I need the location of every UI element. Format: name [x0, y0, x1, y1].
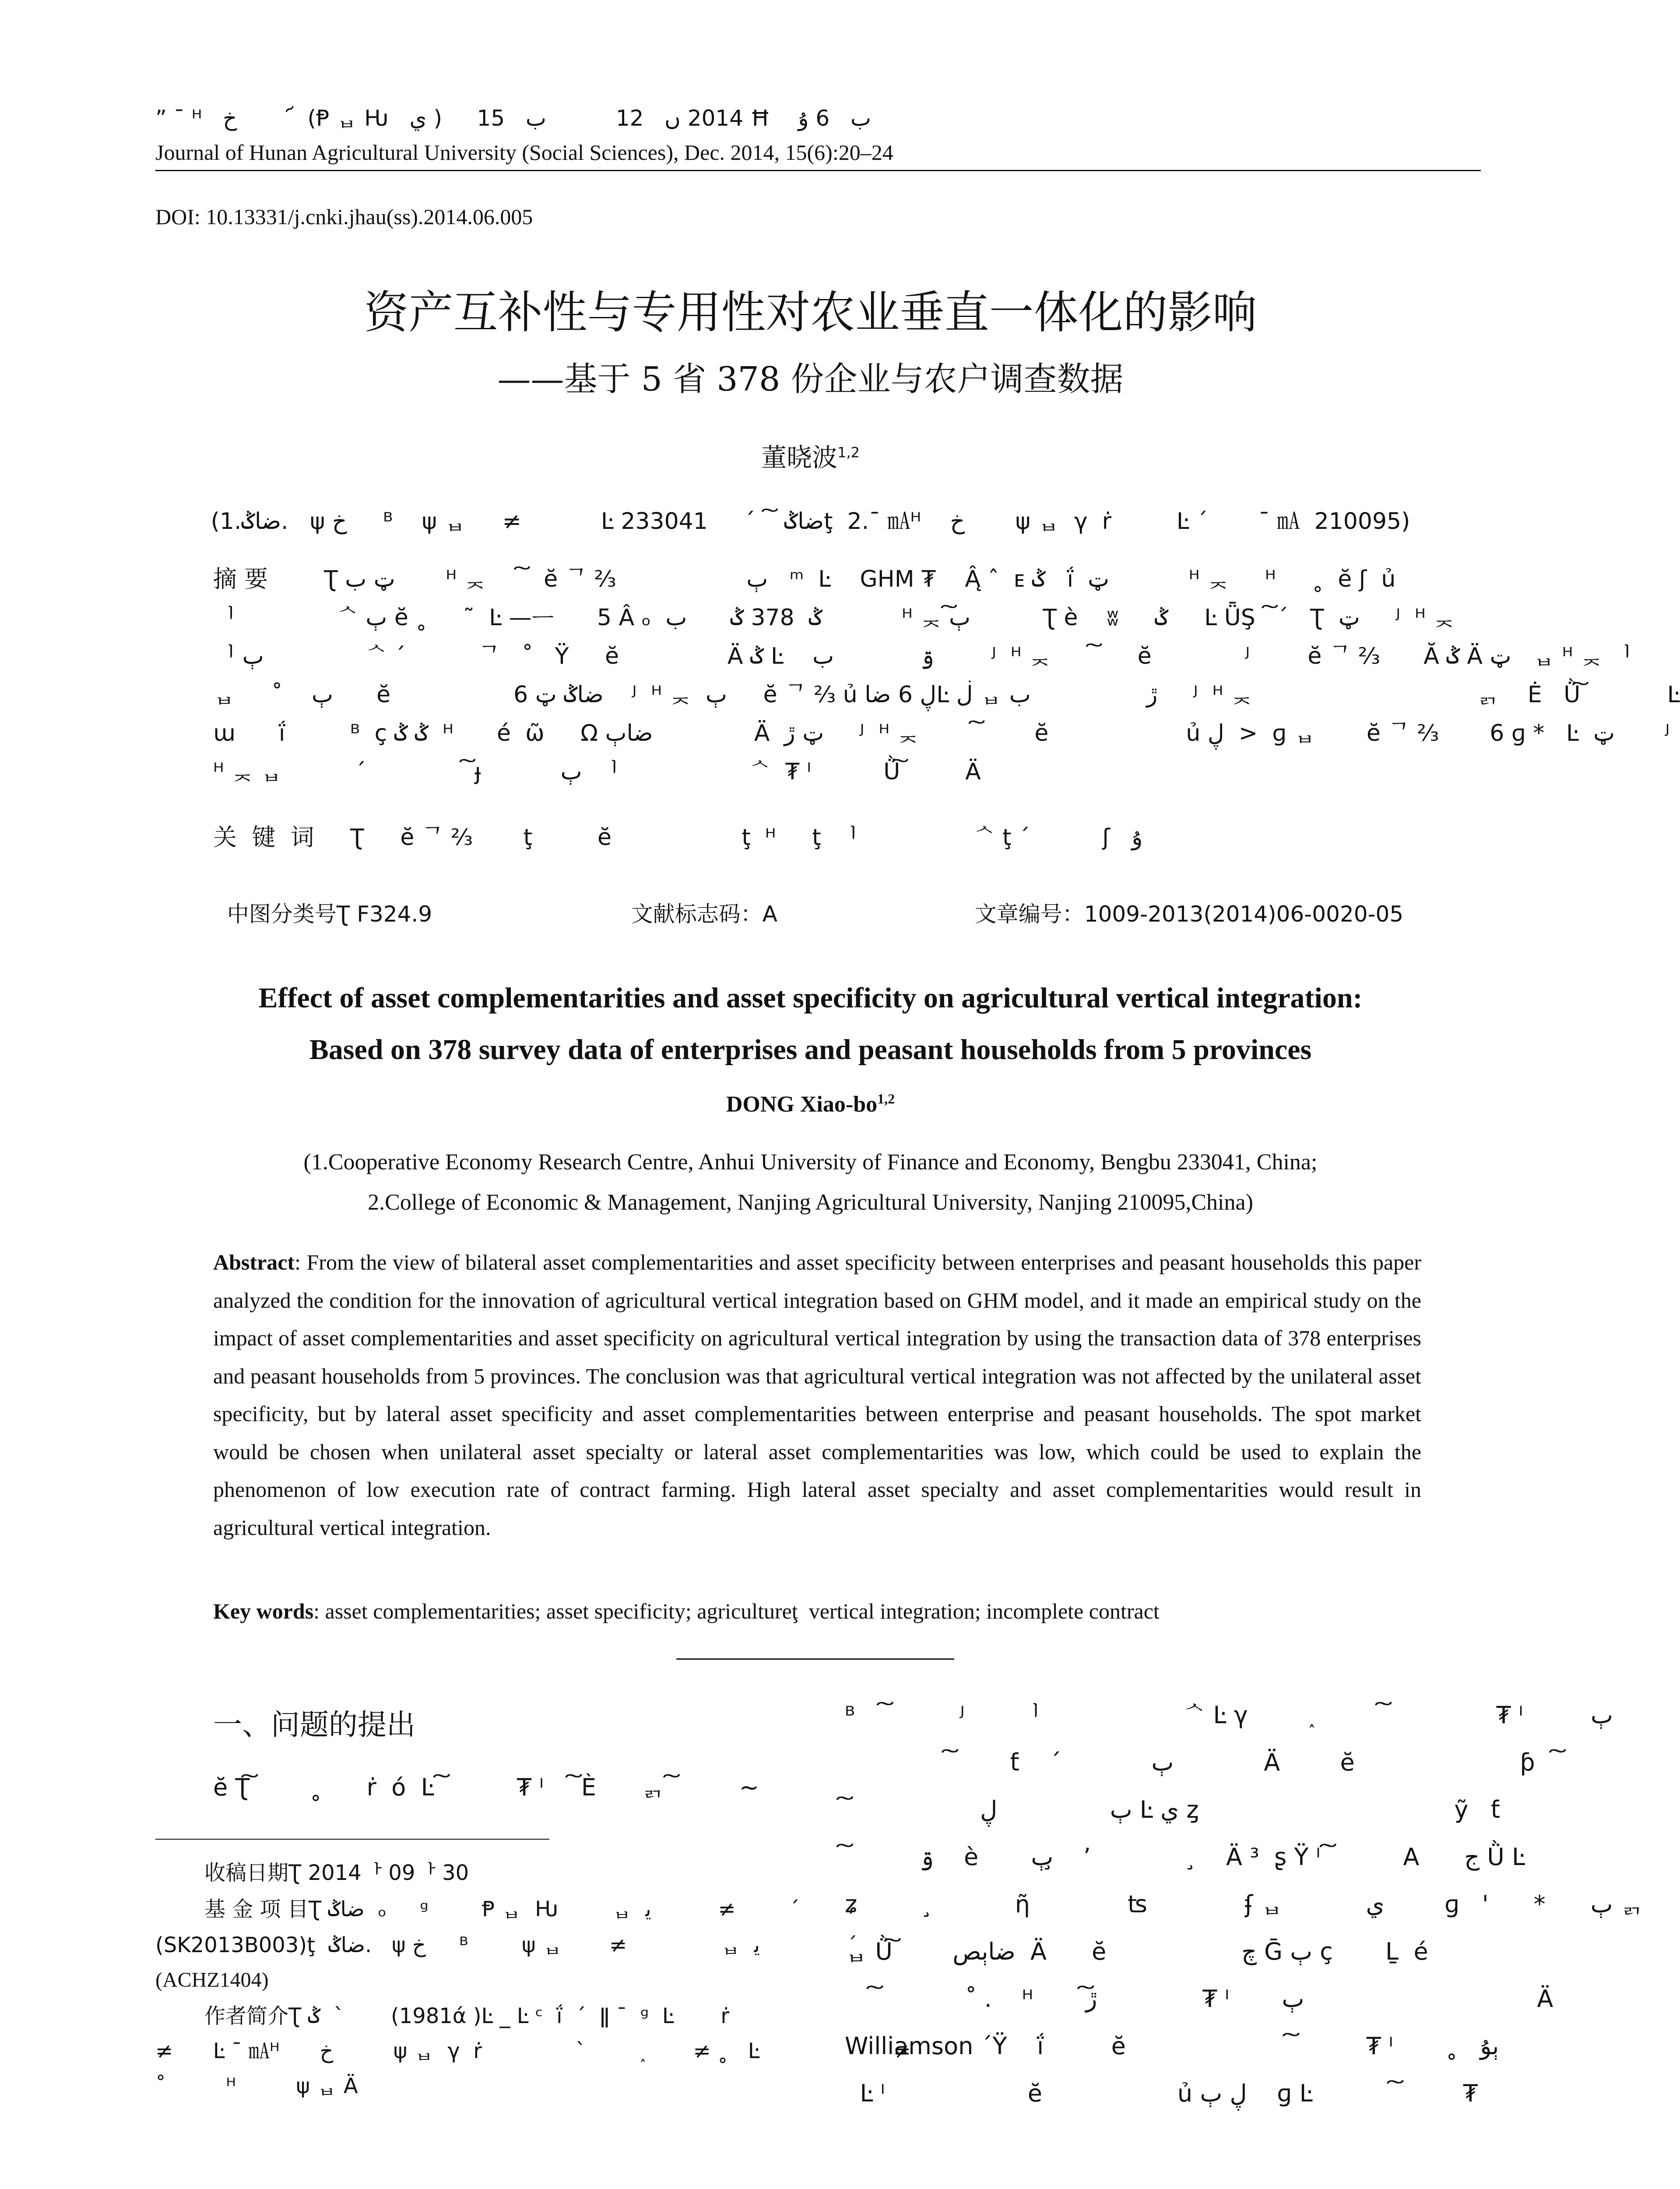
title-en-line: Based on 378 survey data of enterprises and peasant households from 5 provinces [309, 1034, 1312, 1066]
affiliation-en-line: (1.Cooperative Economy Research Centre, Anhui University of Finance and Economy, Bengbu 233041, China; [303, 1150, 1318, 1175]
doc-label: 文献标志码： [631, 901, 763, 927]
footnote-fund: 基 金 项 目Ʈ ضاݣ ₒ ᵍ Ᵽ ᆸ Ƕ ᆸ ﯾ ≠ ˊ [204, 1897, 800, 1922]
subtitle-cn: ——基于 5 省 378 份企业与农户调查数据 [497, 359, 1124, 398]
abstract-cn-label: 摘 要 [213, 565, 268, 593]
keywords-cn-label: 关 键 词 [213, 824, 314, 851]
section-first-line: ĕ Ʈ͠ ˳ ṙ ó Ŀ ͠ ₮ ᴵ ͠ È ᆰ ͠ ~ [213, 1774, 759, 1801]
abstract-en-label: Abstract [213, 1250, 295, 1274]
author-en-sup: 1,2 [877, 1091, 895, 1107]
footnote-fund: (SK2013B003)ţ ضاݣ. ψ خ ᴮ ψ ᆸ ≠ ᆸ ﯾ ˊ [155, 1933, 858, 1957]
affiliation-en-line: 2.College of Economic & Management, Nanjing Agricultural University, Nanjing 210095,China) [368, 1190, 1253, 1215]
footnote-author: 作者简介Ʈ ݣ ˋ (1981ά )Ŀ _ Ŀ ᶜ ḯ ´ ǁ ¯ ᵍ Ŀ ṙ [204, 2004, 730, 2028]
title-en-line: Effect of asset complementarities and asset specificity on agricultural vertical integration: [258, 982, 1363, 1014]
keywords-en-label: Key words [213, 1599, 314, 1623]
right-column-line: Ŀ ᴵ ĕ ủ ڸ ٻ ɡ Ŀ ͠ ₮ [845, 2080, 1478, 2107]
right-column-line: ͠ ˚ . ᴴ ڙ͠ ₮ ᴵ ٻ Ä [845, 1985, 1553, 2013]
abstract-cn-line: ᅵ ٻ ᄾ ´ ᄀ ˚ Ÿ ĕ Ä ݣ Ŀ ۊ ب ᴶ ᴴ ᆽ ͠ ĕ ᴶ ĕ ᄀ ⅔ Ă ݣ Ä ټ ᆸ ᴴ ᆽ ᅵ [213, 643, 1631, 669]
clc-label: 中图分类号 [227, 901, 337, 927]
abstract-cn-line: ᴴ ᆽ ᆸ ´ ͠ ɟ ٻ ᅵ ᄾ ₮ ᴵ Ǜ͠ Ä [213, 759, 981, 785]
keywords-cn-text: Ʈ ĕ ᄀ ⅔ ţ ĕ ţ ᴴ ţ ᅵ ᄾ ţ ´ ʃ ۇ [350, 824, 1143, 851]
article-number [961, 873, 1403, 928]
right-column-line: ᴮ ͠ ᴶ ᅵ ᄾ Ŀ γ ˰ ͠ ₮ ᴵ ٻ [845, 1701, 1613, 1729]
footnote-fund: (ACHZ1404) [155, 1968, 269, 1992]
doc-code [617, 873, 777, 928]
right-column-line: ͠ ٻ ڸ Ŀ ي ȥ ỹ ƭ [845, 1796, 1500, 1823]
author-cn [0, 442, 1621, 473]
author-cn-sup: 1,2 [837, 444, 860, 461]
clc-value: Ʈ F324.9 [336, 901, 432, 927]
title-cn: 资产互补性与专用性对农业垂直一体化的影响 [364, 287, 1257, 339]
article-value: 1009-2013(2014)06-0020-05 [1084, 901, 1404, 927]
section-heading: 一、问题的提出 [213, 1708, 415, 1742]
doi: DOI: 10.13331/j.cnki.jhau(ss).2014.06.005 [155, 204, 533, 229]
author-en-name: DONG Xiao-bo [726, 1092, 878, 1117]
footnote-author: ≠ Ŀ ¯ ㎃ᴴ خ ψ ᆸ γ ṙ ˋ ˰ ≠ ˳ Ŀ ≠ [155, 2039, 911, 2063]
right-column-line: ʑ ̧ ῆ ʦ ʄ ᆸ ي ɡ ' * ٻ ᆰ [845, 1890, 1643, 1918]
abstract-cn-line: ᅵ ᄾ ٻ ĕ ˳ ˜ Ŀ —ᅳ 5 Â ₒ ݣ 378 ݣ ب ᴴ ᆽ ٻ͠ Ʈ è ʬ ݣ Ŀ ǕŞ ͠ ´ Ʈ ټ ᴶ ᴴ ᆽ [213, 605, 1455, 631]
article-label: 文章编号： [974, 901, 1084, 927]
footnote-received: 收稿日期Ʈ 2014ᅡ 09ᅡ 30 [204, 1861, 469, 1885]
right-column-line: ͠ ۊ è ٻ ̧ ’ ̧ Ä ³ ʂ Ÿ ᴵ ͠ A ج Ǜ Ŀ [845, 1843, 1525, 1871]
clc-code [213, 873, 432, 928]
author-en [0, 1090, 1621, 1119]
abstract-cn-line: ɯ ḯ ᴮ ç ݣ ݣ ᴴ é ῶ Ω ضاٻ Ä ټ ڙ ᴶ ᴴ ᆽ ͠ ĕ ủ ڸ > ɡ ᆸ ĕ ᄀ ⅔ 6 ɡ * Ŀ ټ ᴶ [213, 720, 1670, 746]
right-column-line: ͠ ƭ ´ ٻ Ä ĕ ƥ ͠ [845, 1749, 1558, 1776]
section-separator [676, 1658, 954, 1660]
footnote-author: ˚ ᴴ ψ ᆸ Ä [155, 2074, 358, 2098]
abstract-cn-line: Ʈ ټ ب ᴴ ᆽ ͠ ĕ ᄀ ⅔ ٻ ᵐ Ŀ GHM ₮ Ą̂ ˆ ᴇ ݣ ḯ ټ ᴴ ᆽ ᴴ ˳ ĕ ʃ ủ [324, 566, 1396, 592]
abstract-en-text: : From the view of bilateral asset complementarities and asset specificity between enterprises and peasant households this paper analyzed the condition for the innovation of agricultural vertical integration based on GHM model, and it made an empirical study on the impact of asset complementarities and asset specificity on agricultural vertical integration by using the transaction data of 378 enterprises and peasant households from 5 provinces. The conclusion was that agricultural vertical integration was not affected by the unilateral asset specificity, but by lateral asset specificity and asset complementarities between enterprise and peasant households. The spot market would be chosen when unilateral asset specialty or lateral asset complementarities was low, which could be used to explain the phenomenon of low execution rate of contract farming. High lateral asset specialty and asset complementarities would result in agricultural vertical integration. [213, 1250, 1421, 1540]
doc-value: A [762, 901, 778, 927]
abstract-en [213, 1243, 1421, 1546]
keywords-en-text: : asset complementarities; asset specificity; agricultureţ vertical integration; incomplete contract [313, 1599, 1160, 1623]
header-rule [155, 170, 1481, 171]
author-cn-name: 董晓波 [761, 443, 838, 472]
footnote-rule [155, 1839, 549, 1840]
running-header-en: Journal of Hunan Agricultural University (Social Sciences), Dec. 2014, 15(6):20–24 [155, 140, 893, 165]
keywords-en [213, 1597, 1160, 1625]
right-column-line: Williamson ´Ÿ ḯ ĕ ͠ ₮ ᴵ ˳ ٻۇ [845, 2032, 1499, 2060]
abstract-cn-line: ᆸ ˚ ٻ ĕ 6 ضاݣ ټ ᴶ ᴴ ᆽ ٻ ĕ ᄀ ⅔ ủ ڸ 6 ضاĿ ڶ ᆸ ڙ ب ᴶ ᴴ ᆽ ᆰ Ė Ǜ͠ Ŀ [213, 682, 1680, 708]
running-header-cn: ” ¯ ᴴ خ ՜ (Ᵽ ᆸ Ƕ ي ) 2014 ں 12 ب 15 Ħ ب 6 ۇ [155, 106, 871, 131]
right-column-line: ᆸ Ǜ͠ ضاٻص Ä ĕ چ Ḡ ٻ ç Ḻ é [845, 1938, 1428, 1965]
affiliation-cn: (1.ضاݣ. ψ خ ᴮ ψ ᆸ ≠ Ŀ ضاݣ ͠ ´ 233041ţ 2.¯ ㎃ᴴ خ ψ ᆸ γ ṙ Ŀ ´ ¯ ㎃ 210095) [211, 508, 1410, 535]
